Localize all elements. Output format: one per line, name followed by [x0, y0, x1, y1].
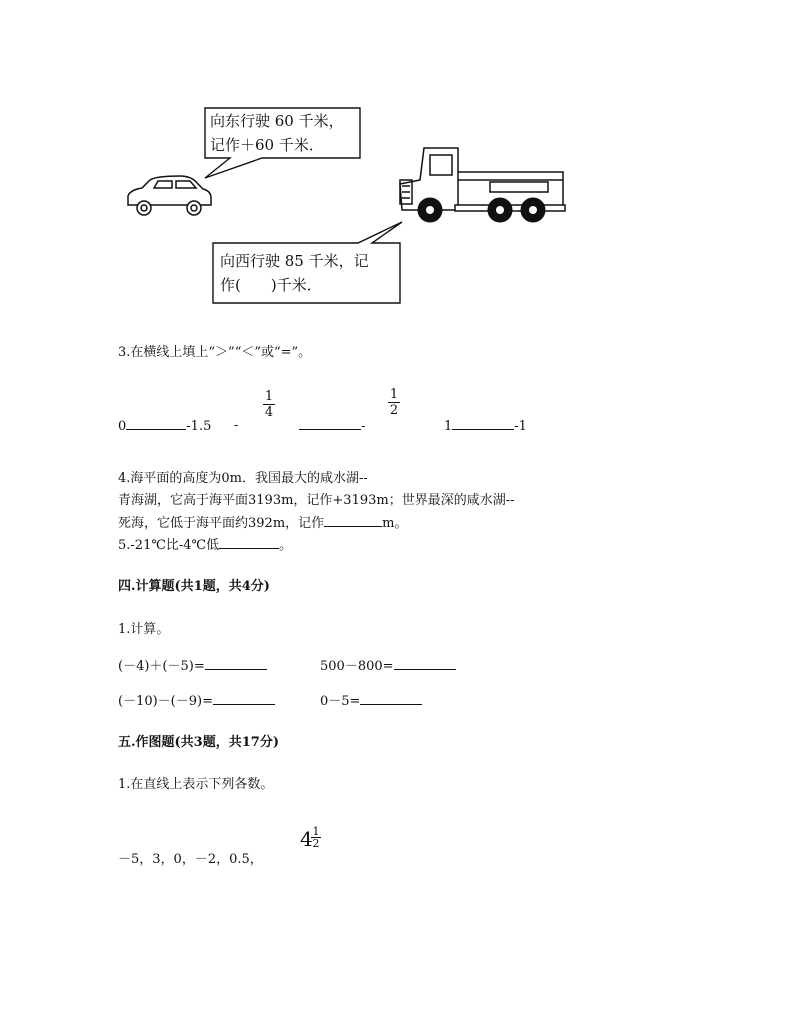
calc-expr-1 [118, 657, 267, 676]
calc-expr-4 [320, 692, 422, 711]
q4-line-3 [118, 514, 407, 533]
calc-expr-3-text: (－10)－(－9)= [118, 694, 213, 709]
fraction-denominator: 2 [389, 403, 399, 418]
calc-expr-2-text: 500－800= [320, 659, 394, 674]
number-list: －5，3，0，－2，0.5， [118, 852, 263, 867]
q5-end: 。 [279, 538, 293, 553]
calc-expr-1-text: (－4)＋(－5)= [118, 659, 205, 674]
q4-line-1: 4.海平面的高度为0m．我国最大的咸水湖-- [118, 471, 368, 486]
calc-expr-2 [320, 657, 456, 676]
q3-item-2-right: - [361, 419, 366, 434]
q3-prompt: 3.在横线上填上“＞”“＜”或“=”。 [118, 345, 312, 360]
q3-fraction-half [387, 388, 401, 417]
q3-item-1-right: -1.5 [186, 419, 212, 434]
q3-item-1-left: 0 [118, 419, 127, 434]
q3-answer-blank-2[interactable] [299, 417, 361, 430]
q5-text: 5.-21℃比-4℃低 [118, 538, 220, 553]
q4-line-3-text: 死海，它低于海平面约392m，记作 [118, 516, 325, 531]
q3-item-2 [299, 417, 365, 436]
q3-answer-blank-3[interactable] [452, 417, 514, 430]
mixed-number-whole: 4 [300, 827, 313, 851]
q3-fraction-quarter [262, 390, 276, 419]
mixed-number-fraction [311, 826, 321, 849]
calc-answer-blank-2[interactable] [394, 657, 456, 670]
calc-expr-4-text: 0－5= [320, 694, 361, 709]
calc-answer-blank-1[interactable] [205, 657, 267, 670]
q3-item-4 [444, 417, 527, 436]
bubble-west-line2: 作( )千米． [220, 276, 322, 294]
q4-unit: m。 [382, 516, 408, 531]
bubble-east-line2: 记作＋60 千米． [210, 136, 324, 154]
q5-line [118, 536, 292, 555]
q5-answer-blank[interactable] [219, 536, 279, 549]
q3-item-4-right: -1 [514, 419, 527, 434]
bubble-east-line1: 向东行驶 60 千米， [210, 112, 344, 130]
bubble-west-line1: 向西行驶 85 千米，记 [220, 252, 369, 270]
calc-expr-3 [118, 692, 275, 711]
q3-item-2-sign: - [234, 418, 239, 433]
section4-q1-prompt: 1.计算。 [118, 622, 170, 637]
q3-answer-blank-1[interactable] [126, 417, 186, 430]
section5-heading: 五.作图题(共3题，共17分) [118, 735, 279, 750]
fraction-numerator: 1 [312, 825, 320, 838]
fraction-numerator: 1 [264, 389, 274, 404]
q3-item-4-left: 1 [444, 419, 453, 434]
fraction-numerator: 1 [389, 387, 399, 402]
q4-line-2: 青海湖，它高于海平面3193m，记作+3193m；世界最深的咸水湖-- [118, 493, 515, 508]
calc-answer-blank-3[interactable] [213, 692, 275, 705]
section5-q1-prompt: 1.在直线上表示下列各数。 [118, 777, 274, 792]
calc-answer-blank-4[interactable] [360, 692, 422, 705]
section4-heading: 四.计算题(共1题，共4分) [118, 579, 270, 594]
q4-answer-blank[interactable] [324, 514, 382, 527]
q3-item-1 [118, 417, 211, 436]
fraction-denominator: 2 [312, 837, 320, 850]
fraction-denominator: 4 [264, 405, 274, 420]
